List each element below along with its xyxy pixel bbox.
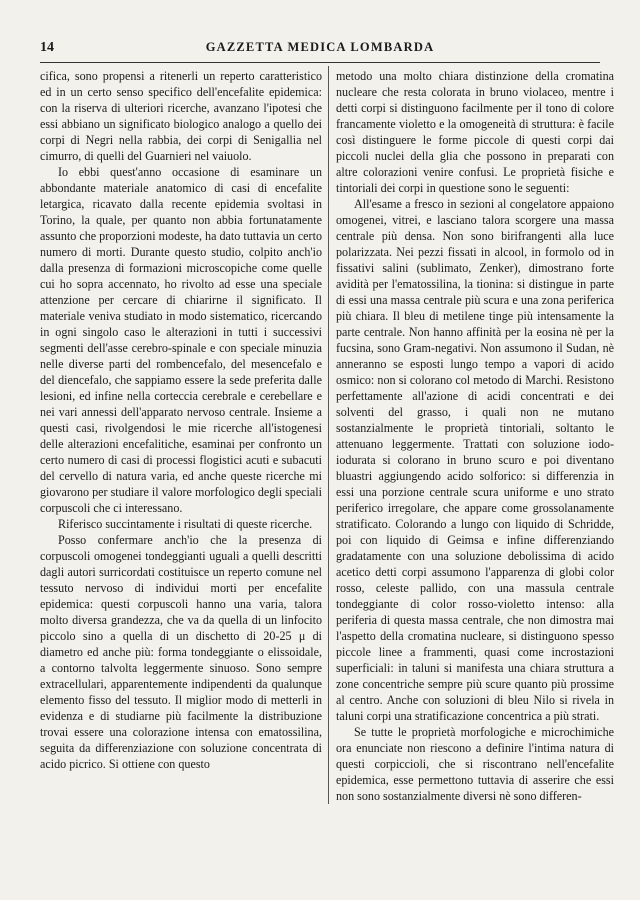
paragraph: Riferisco succintamente i risultati di queste ricerche. [58, 517, 313, 531]
paragraph: cifica, sono propensi a ritenerli un reperto caratteristico ed in un certo senso specifico dell'encefalite epidemica: con la riserva di ulteriori ricerche, avanzano l'ipotesi che essi abbiano un significato biologico analogo a quello dei corpi di Negri nella rabbia, dei corpi di Senigallia nel cimurro, di quelli del Guarnieri nel vaiuolo. [40, 69, 322, 163]
paragraph: All'esame a fresco in sezioni al congelatore appaiono omogenei, vitrei, e lasciano talora scorgere una massa centrale più densa. Non sono birifrangenti alla luce polarizzata. Nei pezzi fissati in alcool, in formolo od in fissativi salini (sublimato, Zenker), dimostrano forte avidità per l'ematossilina, la tionina: si distingue in parte di essi una massa centrale più scura e una zona periferica più chiara. Il bleu di metilene tinge più intensamente la parte centrale. Non hanno affinità per la eosina nè per la fucsina, sono Gram-negativi. Non assumono il Sudan, nè anneranno se esposti lungo tempo a vapori di acido osmico: non si colorano col metodo di Marchi. Resistono perfettamente all'azione di acidi concentrati e dei solventi del grasso, i quali non ne mutano sostanzialmente le proprietà tintoriali, soltanto le attenuano leggermente. Trattati con soluzione iodo-iodurata si colorano in bruno scuro e poi diventano bluastri aggiungendo acido solforico: si differenzia in essi una porzione centrale scura uniforme e uno strato periferico irregolare, che appare come grossolanamente stratificato. Colorando a lungo con liquido di Schridde, poi con liquido di Geimsa e infine differenziando gradatamente con una soluzione debolissima di acido acetico detti corpi assumono l'apparenza di globi color rosso, celeste pallido, con una massula centrale tondeggiante di color rosso-violetto intenso: alla periferia di questa massa centrale, che non dimostra mai l'aspetto della cromatina nucleare, si distinguono spesso piccole linee a frammenti, quasi come incrostazioni superficiali: in taluni si manifesta una chiara struttura a zone concentriche sempre più scure quanto più prossime al centro. Anche con soluzioni di bleu Nilo si rivela in taluni corpi una stratificazione concentrica a più strati. [336, 197, 614, 723]
paragraph: Se tutte le proprietà morfologiche e microchimiche ora enunciate non riescono a definire l'intima natura di questi corpiccioli, che si riscontrano nell'encefalite epidemica, esse permettono tuttavia di asserire che essi non sono sostanzialmente diversi nè sono differen- [336, 725, 614, 803]
column-divider [328, 66, 329, 804]
paragraph: Io ebbi quest'anno occasione di esaminare un abbondante materiale anatomico di casi di encefalite letargica, ricavato dalla recente epidemia svoltasi in Torino, la quale, per quanto non abbia fortunatamente assunto che proporzioni modeste, ha dato tuttavia un certo numero di morti. Durante questo studio, colpito anch'io dalla presenza di formazioni microscopiche come quelle cui ho sopra accennato, ho rivolto ad esse una speciale attenzione per cercare di chiarirne il significato. Il materiale veniva studiato in modo sistematico, ricercando in ogni singolo caso le alterazioni in tutti i successivi segmenti dell'asse cerebro-spinale e con speciale minuzia nelle diverse parti del rombencefalo, del mesencefalo e del diencefalo, che sappiamo essere la sede preferita dalle lesioni, ed infine nella corteccia cerebrale e cerebellare e nei vari annessi dell'apparato nervoso centrale. Insieme a questi casi, rivolgendosi le mie ricerche all'istogenesi delle alterazioni encefalitiche, esaminai per confronto un certo numero di casi di processi flogistici acuti e subacuti del cervello di natura varia, ed anche queste ricerche mi giovarono per studiare il valore morfologico degli speciali corpuscoli che ci interessano. [40, 165, 322, 515]
running-title: GAZZETTA MEDICA LOMBARDA [205, 40, 435, 54]
left-column [40, 68, 322, 868]
paragraph: metodo una molto chiara distinzione della cromatina nucleare che resta colorata in bruno violaceo, mentre i detti corpi si distinguono facilmente per il tono di colore francamente violetto e la omogeneità di struttura: è facile così distinguere le forme piccole di questi corpi dai piccoli nuclei della glia che possono in preparati con altre colorazioni venire confusi. Le proprietà fisiche e tintoriali dei corpi in questione sono le seguenti: [336, 69, 614, 195]
page-header [40, 40, 600, 58]
page-number: 14 [40, 40, 54, 55]
header-rule [40, 62, 600, 63]
right-column [336, 68, 614, 868]
paragraph: Posso confermare anch'io che la presenza di corpuscoli omogenei tondeggianti uguali a quelli descritti dagli autori surricordati costituisce un reperto comune nel tessuto nervoso di individui morti per encefalite epidemica: questi corpuscoli hanno una varia, talora molto diversa grandezza, che va da quella di un linfocito piccolo sino a quella di un dischetto di 20-25 μ di diametro ed anche più: forma tondeggiante o elissoidale, a contorno talvolta leggermente sinuoso. Sono sempre extracellulari, apparentemente indipendenti da qualunque elemento fisso del tessuto. Il miglior modo di metterli in evidenza e di studiarne più facilmente la distribuzione trovai essere una colorazione intensa con ematossilina, seguita da differenziazione con soluzione concentrata di acido picrico. Si ottiene con questo [40, 533, 322, 771]
